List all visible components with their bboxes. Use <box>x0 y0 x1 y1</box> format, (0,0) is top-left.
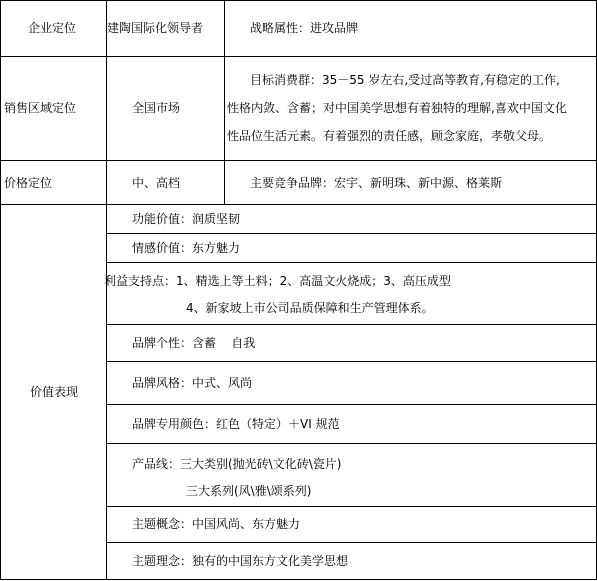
row-divider <box>106 506 597 507</box>
sales-region-label: 销售区域定位 <box>4 101 77 115</box>
row-divider <box>0 160 597 161</box>
row-divider <box>106 404 597 405</box>
positioning-value: 建陶国际化领导者 <box>107 21 204 35</box>
value-item: 功能价值：润质坚韧 <box>132 212 241 226</box>
row-divider <box>106 324 597 325</box>
value-item: 利益支持点：1、精选上等土料；2、高温文火烧成；3、高压成型 <box>104 274 451 288</box>
target-line-3: 性品位生活元素。有着强烈的责任感，顾念家庭，孝敬父母。 <box>227 129 552 143</box>
border-top <box>0 0 597 1</box>
price-value: 中、高档 <box>132 176 181 190</box>
value-item: 三大系列(风\雅\颂系列) <box>186 484 312 498</box>
competitors: 主要竞争品牌：宏宇、新明珠、新中源、格莱斯 <box>250 176 503 190</box>
row-divider <box>106 361 597 362</box>
row-divider <box>0 56 597 57</box>
target-line-2: 性格内敛、含蓄；对中国美学思想有着独特的理解,喜欢中国文化 <box>227 101 567 115</box>
border-left <box>0 0 1 580</box>
price-label: 价格定位 <box>4 176 53 190</box>
col-divider <box>224 0 225 205</box>
sales-region-value: 全国市场 <box>132 101 181 115</box>
row-divider <box>106 262 597 263</box>
border-bottom <box>0 579 597 580</box>
value-item: 情感价值：东方魅力 <box>132 241 241 255</box>
value-item: 主题概念：中国风尚、东方魅力 <box>132 517 301 531</box>
row-divider <box>106 443 597 444</box>
value-item: 品牌风格：中式、风尚 <box>132 376 253 390</box>
value-item: 品牌个性：含蓄 自我 <box>132 336 256 350</box>
value-item: 品牌专用颜色：红色（特定）＋VI 规范 <box>132 417 340 431</box>
row-divider <box>0 204 597 205</box>
value-label: 价值表现 <box>30 385 79 399</box>
col-divider <box>106 0 107 580</box>
value-item: 主题理念：独有的中国东方文化美学思想 <box>132 554 349 568</box>
row-divider <box>106 542 597 543</box>
positioning-label: 企业定位 <box>28 21 77 35</box>
row-divider <box>106 233 597 234</box>
value-item: 4、新家坡上市公司品质保障和生产管理体系。 <box>186 301 434 315</box>
strategy-attribute: 战略属性：进攻品牌 <box>250 21 359 35</box>
target-line-1: 目标消费群：35－55 岁左右,受过高等教育,有稳定的工作, <box>250 73 560 87</box>
value-item: 产品线：三大类别(抛光砖\文化砖\瓷片) <box>132 457 342 471</box>
